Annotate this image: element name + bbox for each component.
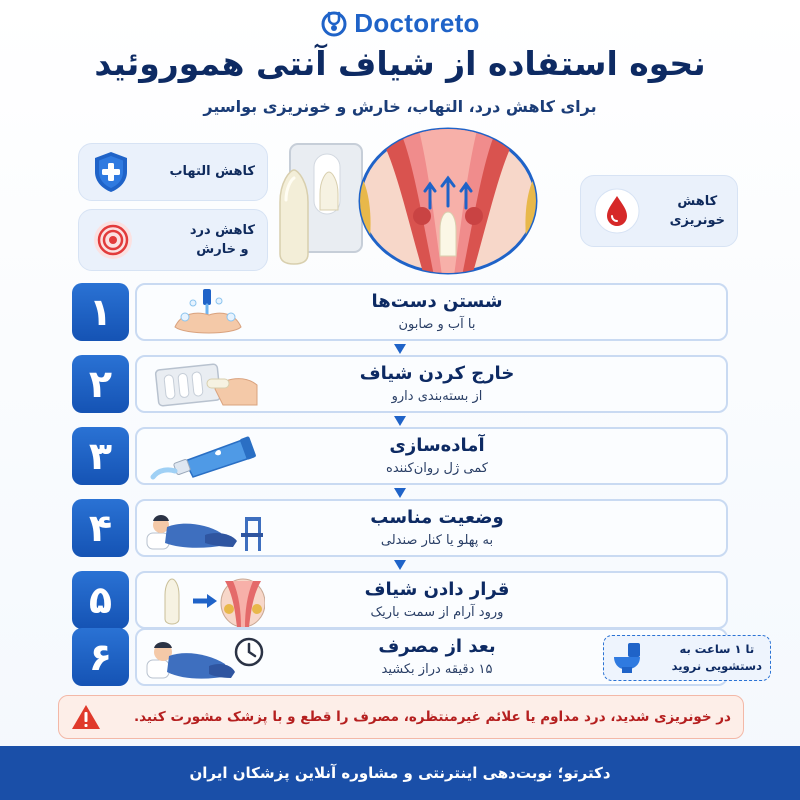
arrow-down-icon <box>394 344 406 354</box>
step-card <box>135 499 728 557</box>
arrow-down-icon <box>394 560 406 570</box>
anatomy-illustration <box>354 126 542 276</box>
benefit-card-bleeding <box>580 175 738 247</box>
step-3 <box>72 427 728 485</box>
step-2 <box>72 355 728 413</box>
shield-plus-icon <box>91 150 131 194</box>
benefit-label-line: خونریزی <box>669 213 725 228</box>
toilet-icon <box>612 641 642 675</box>
step-number: ۵ <box>72 571 129 629</box>
pain-target-icon <box>91 218 135 262</box>
benefit-label-line: و خارش <box>196 242 249 257</box>
benefit-label <box>190 221 255 260</box>
step-description: ورود آرام از سمت باریک <box>370 605 504 620</box>
step-card <box>135 355 728 413</box>
brand-header <box>0 6 800 40</box>
page-title: نحوه استفاده از شیاف آنتی هموروئید <box>94 44 706 83</box>
benefit-label <box>670 192 725 231</box>
step-number: ۶ <box>72 628 129 686</box>
benefit-card-inflammation <box>78 143 268 201</box>
step-text <box>267 433 607 483</box>
footer-text: دکترتو؛ نوبت‌دهی اینترنتی و مشاوره آنلاین پزشکان ایران <box>189 764 611 782</box>
step-4 <box>72 499 728 557</box>
hand-wash-icon <box>145 287 265 339</box>
blood-drop-icon <box>593 187 641 235</box>
warning-triangle-icon <box>71 703 101 731</box>
step-6 <box>72 628 762 686</box>
step-card <box>135 628 762 686</box>
step-text <box>267 505 607 555</box>
step-title: شستن دست‌ها <box>371 291 503 312</box>
benefit-label-line: کاهش درد <box>189 222 255 238</box>
step-1 <box>72 283 728 341</box>
note-text <box>672 641 762 674</box>
stethoscope-logo-icon <box>320 9 348 37</box>
step-card <box>135 571 728 629</box>
step-number: ۲ <box>72 355 129 413</box>
step-title: خارج کردن شیاف <box>359 363 515 384</box>
blister-pack-icon <box>145 359 265 411</box>
step-description: از بسته‌بندی دارو <box>391 389 483 404</box>
step-5 <box>72 571 728 629</box>
benefit-label: کاهش التهاب <box>169 164 255 180</box>
benefit-label-line: کاهش <box>677 193 718 209</box>
step-title: وضعیت مناسب <box>370 507 504 528</box>
step-description: ۱۵ دقیقه دراز بکشید <box>381 662 493 677</box>
step-description: به پهلو یا کنار صندلی <box>380 533 494 548</box>
lying-side-chair-icon <box>145 503 265 555</box>
step-number: ۴ <box>72 499 129 557</box>
step-title: بعد از مصرف <box>378 636 496 657</box>
step-card <box>135 283 728 341</box>
brand-name: Doctoreto <box>354 7 480 38</box>
step-text <box>267 289 607 339</box>
step-text <box>267 361 607 411</box>
step-text <box>267 634 607 684</box>
step-number: ۱ <box>72 283 129 341</box>
benefit-card-pain-itch <box>78 209 268 271</box>
step-description: با آب و صابون <box>398 317 476 332</box>
note-line: تا ۱ ساعت به <box>679 642 755 657</box>
step-title: آماده‌سازی <box>389 435 485 456</box>
resting-clock-icon <box>145 632 265 684</box>
toilet-note-badge <box>603 635 771 681</box>
step-description: کمی ژل روان‌کننده <box>386 461 488 476</box>
note-line: دستشویی نروید <box>671 659 762 673</box>
warning-text: در خونریزی شدید، درد مداوم یا علائم غیرمنتظره، مصرف را قطع و با پزشک مشورت کنید. <box>133 709 731 725</box>
step-card <box>135 427 728 485</box>
arrow-down-icon <box>394 488 406 498</box>
page-subtitle: برای کاهش درد، التهاب، خارش و خونریزی بواسیر <box>203 97 597 116</box>
footer-bar <box>0 746 800 800</box>
step-number: ۳ <box>72 427 129 485</box>
step-text <box>267 577 607 627</box>
insert-suppository-icon <box>145 575 265 627</box>
warning-banner <box>58 695 744 739</box>
step-title: قرار دادن شیاف <box>364 579 510 600</box>
gel-tube-icon <box>145 431 265 483</box>
arrow-down-icon <box>394 416 406 426</box>
